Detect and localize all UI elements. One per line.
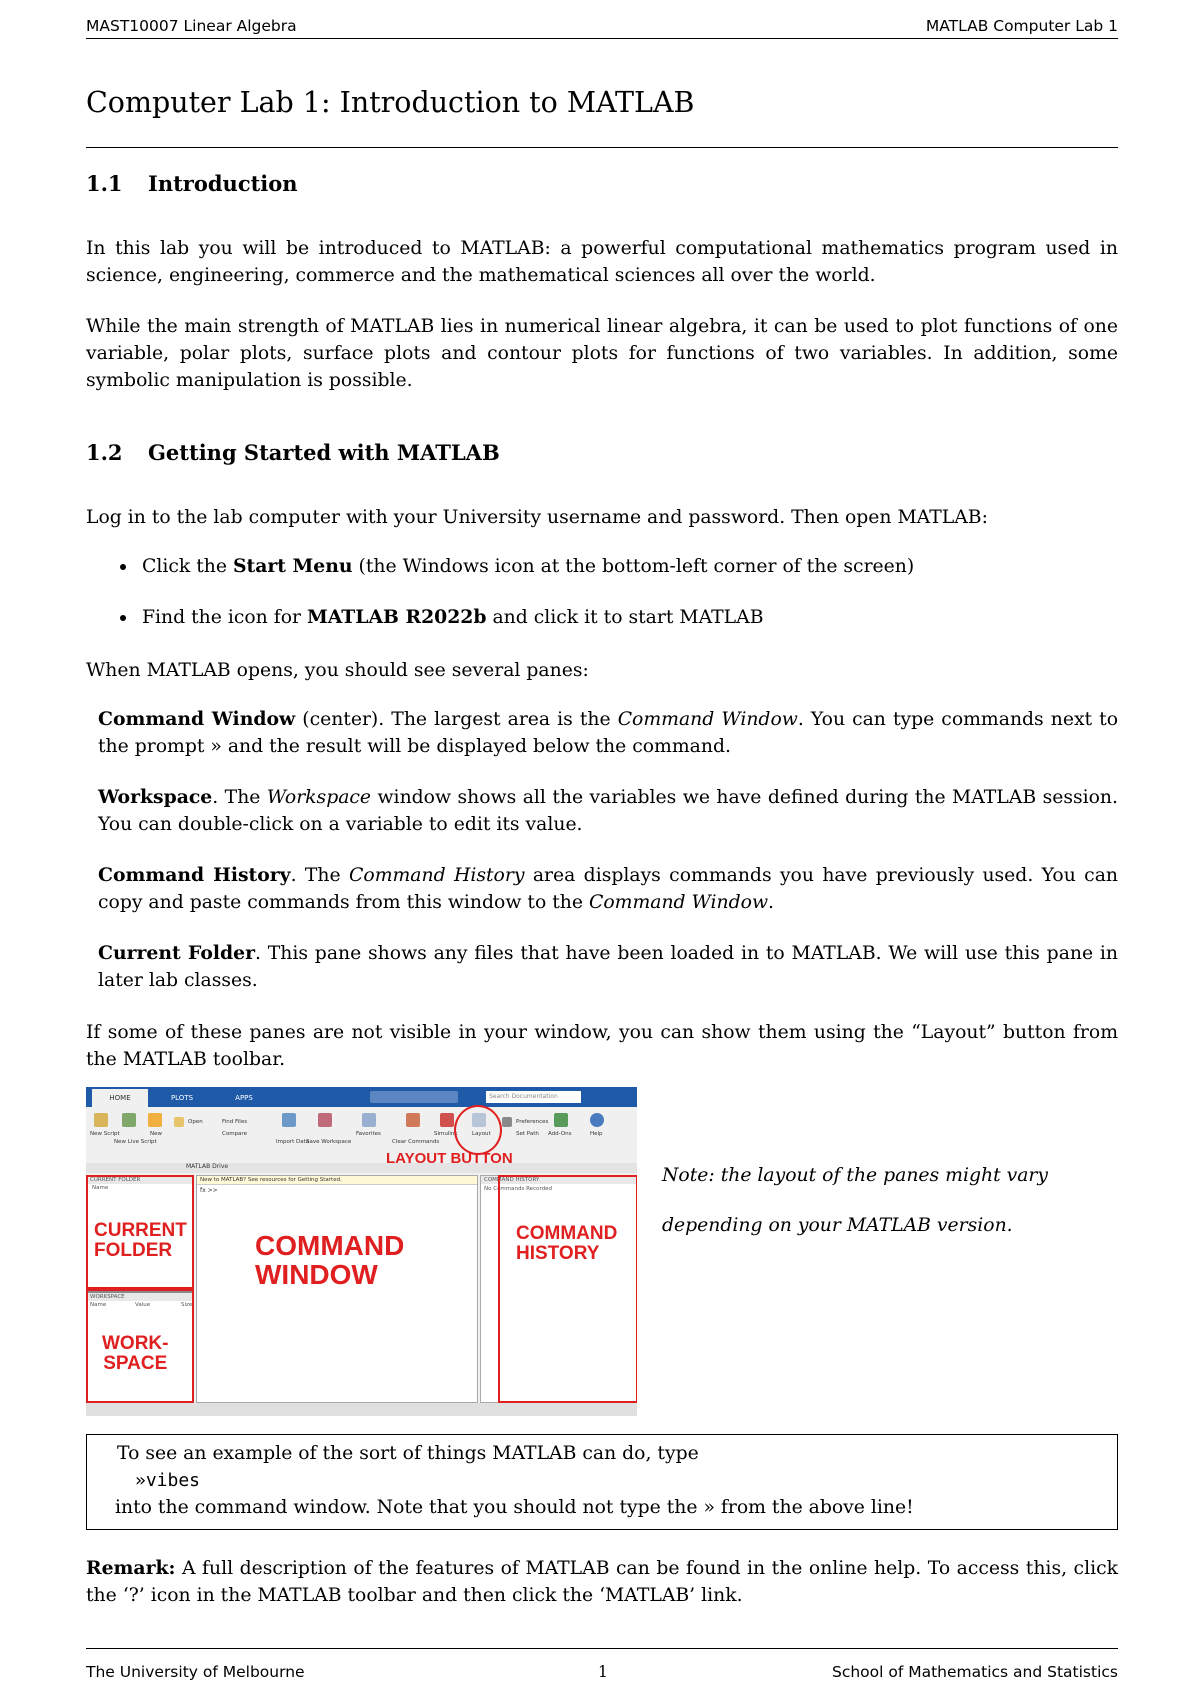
column-header: Name	[90, 1302, 107, 1308]
section-heading-getting-started	[86, 440, 500, 465]
desc-em: Command History	[349, 865, 525, 886]
term: Command Window	[98, 708, 296, 730]
bullet-text: Find the icon for	[142, 607, 307, 628]
label-line: COMMAND	[255, 1230, 405, 1261]
term: Command History	[98, 864, 291, 886]
example-box	[86, 1434, 1118, 1530]
toolbar-label: Open	[188, 1119, 203, 1125]
new-live-script-icon[interactable]	[122, 1113, 136, 1127]
layout-paragraph: If some of these panes are not visible in your window, you can show them using the “Layout” button from the MATLAB toolbar.	[86, 1022, 1118, 1070]
command-history-highlight	[498, 1175, 637, 1403]
preferences-icon[interactable]	[502, 1117, 512, 1127]
bullet-text: Click the	[142, 556, 233, 577]
favorites-icon[interactable]	[362, 1113, 376, 1127]
pane-description-history	[98, 862, 1118, 916]
toolbar-label: Add-Ons	[548, 1131, 572, 1137]
layout-note-line-1: Note: the layout of the panes might vary	[662, 1165, 1049, 1186]
pane-description-command-window	[98, 706, 1118, 760]
label-line: WORK-	[102, 1333, 169, 1354]
getting-started-notice[interactable]: New to MATLAB? See resources for Getting Started.	[197, 1176, 477, 1185]
toolbar-label: Simulink	[434, 1131, 458, 1137]
new-script-icon[interactable]	[94, 1113, 108, 1127]
command-window-label	[255, 1231, 404, 1290]
search-input[interactable]: Search Documentation	[486, 1091, 581, 1103]
tab-plots[interactable]: PLOTS	[170, 1094, 194, 1102]
pane-title: WORKSPACE	[87, 1293, 193, 1301]
desc-text: (center). The largest area is the	[295, 709, 618, 730]
example-line: into the command window. Note that you should not type the » from the above line!	[115, 1497, 914, 1518]
toolbar-label: New Live Script	[114, 1139, 157, 1145]
label-line: FOLDER	[94, 1239, 173, 1261]
toolbar-label: Help	[590, 1131, 603, 1137]
running-header-left: MAST10007 Linear Algebra	[86, 17, 297, 35]
status-bar	[86, 1403, 637, 1416]
pane-title: COMMAND HISTORY	[481, 1176, 637, 1184]
desc-em: Command Window	[588, 892, 769, 913]
help-icon[interactable]	[590, 1113, 604, 1127]
desc-text: .	[768, 892, 775, 913]
desc-em: Command Window	[617, 709, 798, 730]
section-number: 1.2	[86, 440, 123, 465]
getting-started-paragraph: Log in to the lab computer with your University username and password. Then open MATLAB:	[86, 507, 988, 528]
footer-rule	[86, 1648, 1118, 1649]
new-icon[interactable]	[148, 1113, 162, 1127]
bullet-bold: MATLAB R2022b	[306, 606, 487, 628]
bullet-bold: Start Menu	[232, 555, 353, 577]
section-title: Introduction	[148, 171, 298, 196]
command-prompt[interactable]: fx >>	[200, 1187, 218, 1194]
remark-text: A full description of the features of MATLAB can be found in the online help. To access this, click the ‘?’ icon in the MATLAB toolbar and then click the ‘MATLAB’ link.	[86, 1558, 1118, 1606]
label-line: COMMAND	[516, 1223, 618, 1244]
command-history-label	[516, 1224, 617, 1264]
pane-description-folder	[98, 940, 1118, 994]
toolbar-label: Set Path	[516, 1131, 539, 1137]
example-line: To see an example of the sort of things MATLAB can do, type	[117, 1443, 699, 1464]
layout-button-highlight	[454, 1105, 502, 1155]
toolbar-label: Save Workspace	[306, 1139, 352, 1145]
desc-text: . This pane shows any files that have been loaded in to MATLAB. We will use this pane in later lab classes.	[98, 943, 1118, 991]
intro-paragraph-2: While the main strength of MATLAB lies in numerical linear algebra, it can be used to plot functions of one variable, polar plots, surface plots and contour plots for functions of two variables. In addition, some symbolic manipulation is possible.	[86, 316, 1118, 391]
page-number: 1	[598, 1663, 608, 1681]
toolbar-label: Clear Commands	[392, 1139, 440, 1145]
term: Current Folder	[98, 942, 255, 964]
term: Workspace	[98, 786, 213, 808]
quick-access-toolbar[interactable]	[370, 1091, 458, 1103]
panes-intro: When MATLAB opens, you should see several panes:	[86, 660, 589, 681]
header-rule	[86, 38, 1118, 39]
desc-em: Workspace	[266, 787, 372, 808]
section-heading-intro	[86, 171, 298, 196]
footer-right: School of Mathematics and Statistics	[831, 1663, 1118, 1681]
running-header-right: MATLAB Computer Lab 1	[925, 17, 1118, 35]
section-number: 1.1	[86, 171, 123, 196]
example-command: »vibes	[135, 1470, 201, 1491]
add-ons-icon[interactable]	[554, 1113, 568, 1127]
current-folder-label	[94, 1221, 187, 1261]
page-title: Computer Lab 1: Introduction to MATLAB	[86, 86, 695, 119]
open-icon[interactable]	[174, 1117, 184, 1127]
desc-text: . The	[290, 865, 350, 886]
label-line: WINDOW	[255, 1259, 378, 1291]
simulink-icon[interactable]	[440, 1113, 454, 1127]
pane-title: CURRENT FOLDER	[87, 1176, 193, 1184]
bullet-icon	[120, 564, 126, 570]
toolbar-label: Import Data	[276, 1139, 310, 1145]
toolbar-label: Favorites	[356, 1131, 381, 1137]
toolbar-label: Preferences	[516, 1119, 549, 1125]
pane-description-workspace	[98, 784, 1118, 838]
desc-text: . You can type commands next to the prompt » and the result will be displayed below the command.	[98, 709, 1119, 757]
toolbar-label: New Script	[90, 1131, 120, 1137]
desc-text: . The	[212, 787, 267, 808]
label-line: CURRENT	[94, 1220, 187, 1241]
list-item	[120, 555, 914, 577]
bullet-text: (the Windows icon at the bottom-left corner of the screen)	[352, 556, 915, 577]
toolbar-label: Find Files	[222, 1119, 248, 1125]
toolbar-label: Compare	[222, 1131, 247, 1137]
matlab-screenshot	[86, 1087, 637, 1416]
path-text: MATLAB Drive	[186, 1163, 229, 1170]
toolbar-label: Layout	[472, 1131, 491, 1137]
footer-left: The University of Melbourne	[86, 1663, 305, 1681]
layout-button-label: LAYOUT BUTTON	[386, 1150, 513, 1167]
bullet-icon	[120, 615, 126, 621]
label-line: HISTORY	[516, 1242, 600, 1264]
remark-paragraph	[86, 1555, 1118, 1609]
desc-text: window shows all the variables we have defined during the MATLAB session. You can double-click on a variable to edit its value.	[98, 787, 1118, 835]
intro-paragraph-1: In this lab you will be introduced to MATLAB: a powerful computational mathematics program used in science, engineering, commerce and the mathematical sciences all over the world.	[86, 238, 1118, 286]
list-item	[120, 606, 764, 628]
clear-commands-icon[interactable]	[406, 1113, 420, 1127]
import-data-icon[interactable]	[282, 1113, 296, 1127]
label-line: SPACE	[103, 1352, 168, 1374]
title-rule	[86, 147, 1118, 148]
matlab-tabbar	[86, 1087, 637, 1107]
tab-home[interactable]: HOME	[92, 1089, 148, 1107]
toolbar-label: New	[150, 1131, 162, 1137]
history-empty-text: No Commands Recorded	[484, 1186, 552, 1192]
path-bar[interactable]	[86, 1163, 637, 1173]
column-header: Size	[181, 1302, 193, 1308]
save-workspace-icon[interactable]	[318, 1113, 332, 1127]
section-title: Getting Started with MATLAB	[148, 440, 500, 465]
desc-text: area displays commands you have previously used. You can copy and paste commands from this window to the	[98, 865, 1118, 913]
workspace-label	[102, 1334, 168, 1374]
column-header: Name	[92, 1185, 109, 1191]
tab-apps[interactable]: APPS	[235, 1094, 253, 1102]
remark-label: Remark:	[86, 1557, 176, 1579]
column-header: Value	[135, 1302, 151, 1308]
bullet-text: and click it to start MATLAB	[486, 607, 764, 628]
layout-note-line-2: depending on your MATLAB version.	[662, 1215, 1013, 1236]
